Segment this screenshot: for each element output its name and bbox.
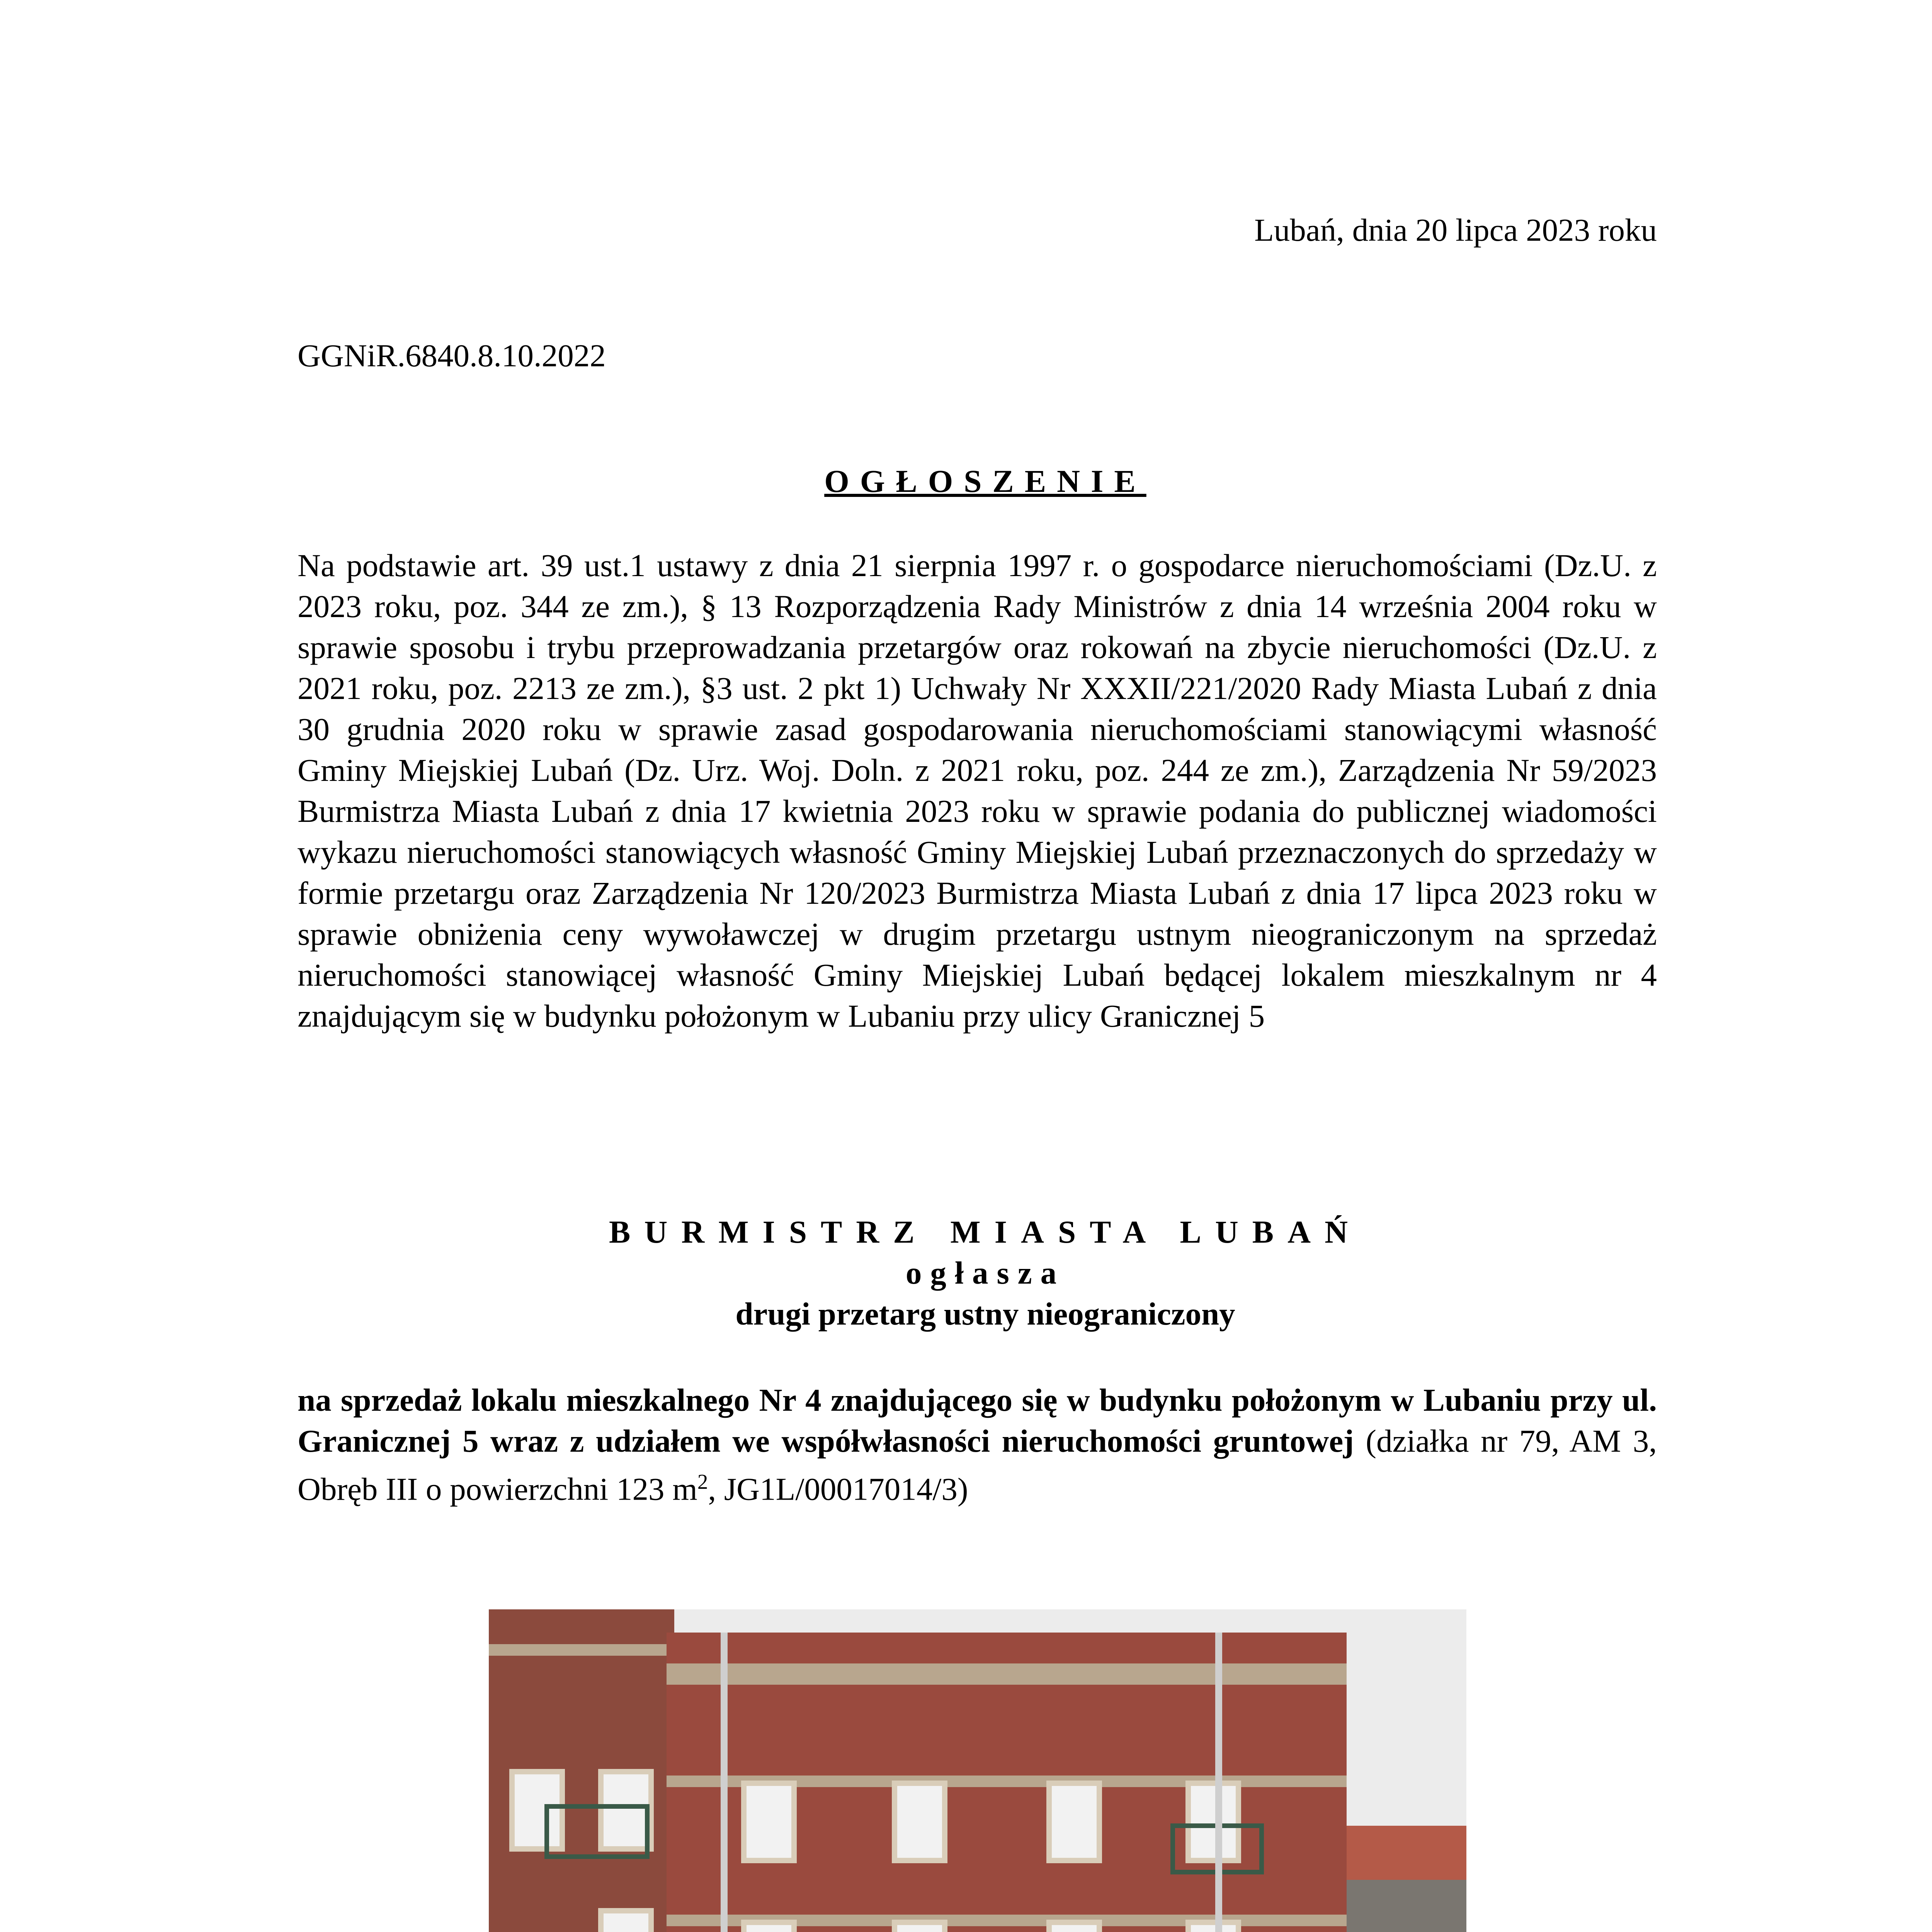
date-line: Lubań, dnia 20 lipca 2023 roku [1254, 212, 1657, 248]
legal-basis-paragraph: Na podstawie art. 39 ust.1 ustawy z dnia 21 sierpnia 1997 r. o gospodarce nieruchomościami (Dz.U. z 2023 roku, poz. 344 ze zm.), § 13 Rozporządzenia Rady Ministrów z dnia 14 września 2004 roku w sprawie sposobu i trybu przeprowadzania przetargów oraz rokowań na zbycie nieruchomości (Dz.U. z 2021 roku, poz. 2213 ze zm.), §3 ust. 2 pkt 1) Uchwały Nr XXXII/221/2020 Rady Miasta Lubań z dnia 30 grudnia 2020 roku w sprawie zasad gospodarowania nieruchomościami stanowiącymi własność Gminy Miejskiej Lubań (Dz. Urz. Woj. Doln. z 2021 roku, poz. 244 ze zm.), Zarządzenia Nr 59/2023 Burmistrza Miasta Lubań z dnia 17 kwietnia 2023 roku w sprawie podania do publicznej wiadomości wykazu nieruchomości stanowiących własność Gminy Miejskiej Lubań przeznaczonych do sprzedaży w formie przetargu oraz Zarządzenia Nr 120/2023 Burmistrza Miasta Lubań z dnia 17 lipca 2023 roku w sprawie obniżenia ceny wywoławczej w drugim przetargu ustnym nieograniczonym na sprzedaż nieruchomości stanowiącej własność Gminy Miejskiej Lubań będącej lokalem mieszkalnym nr 4 znajdującym się w budynku położonym w Lubaniu przy ulicy Granicznej 5 [298, 548, 1657, 1034]
sale-details: (działka nr 79, AM 3, Obręb III o powierzchni 123 m [298, 1423, 1657, 1507]
reference-number: GGNiR.6840.8.10.2022 [298, 338, 606, 373]
announcement-block [0, 1211, 1932, 1334]
sale-details-end: , JG1L/00017014/3) [708, 1471, 968, 1507]
authority-heading: BURMISTRZ MIASTA LUBAŃ [609, 1214, 1362, 1250]
tender-type: drugi przetarg ustny nieograniczony [735, 1296, 1235, 1332]
building-photo [489, 1609, 1466, 1932]
area-unit-superscript: 2 [697, 1470, 708, 1493]
sale-subject-paragraph [298, 1379, 1657, 1510]
building-illustration [489, 1609, 1466, 1932]
announces-verb: ogłasza [905, 1255, 1065, 1291]
document-title: OGŁOSZENIE [824, 463, 1146, 499]
sale-subject-bold: na sprzedaż lokalu mieszkalnego Nr 4 znajdującego się w budynku położonym w Lubaniu przy ul. Granicznej 5 wraz z udziałem we współwłasności nieruchomości gruntowej [298, 1382, 1657, 1459]
